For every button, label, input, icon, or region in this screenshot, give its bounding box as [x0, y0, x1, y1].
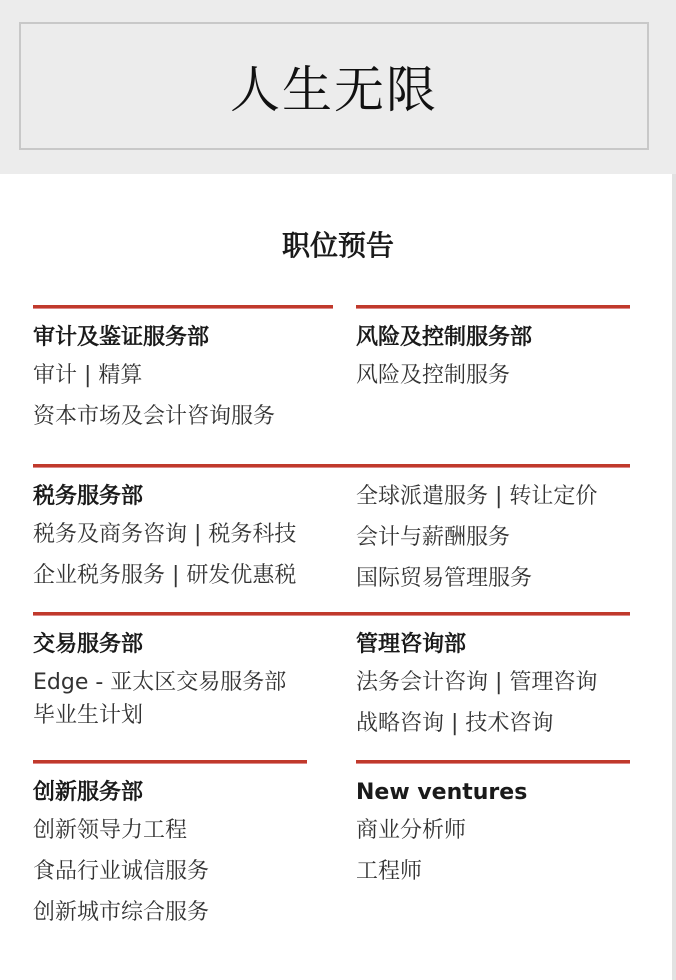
position-item[interactable]: 法务会计咨询 | 管理咨询	[356, 670, 598, 695]
position-item[interactable]: 税务及商务咨询 | 税务科技	[33, 522, 297, 547]
page-title: 职位预告	[281, 229, 394, 262]
position-item[interactable]: Edge - 亚太区交易服务部	[33, 670, 287, 695]
section-divider	[33, 305, 333, 309]
position-item[interactable]: 工程师	[356, 859, 423, 884]
department-title: 管理咨询部	[356, 632, 467, 657]
section-risk	[356, 305, 630, 402]
position-item[interactable]: 创新领导力工程	[33, 818, 188, 843]
position-item[interactable]: 会计与薪酬服务	[356, 525, 511, 550]
position-item[interactable]: 资本市场及会计咨询服务	[33, 404, 276, 429]
section-audit	[33, 305, 333, 443]
position-item[interactable]: 国际贸易管理服务	[356, 566, 533, 591]
section-innovation	[33, 760, 307, 939]
section-tax	[33, 464, 630, 482]
position-item[interactable]: 全球派遣服务 | 转让定价	[356, 484, 598, 509]
section-new-ventures	[356, 760, 630, 898]
section-tax-left	[33, 482, 333, 602]
section-tax-right	[356, 482, 630, 605]
section-divider	[356, 305, 630, 309]
section-row3	[33, 612, 630, 630]
section-divider	[356, 760, 630, 764]
position-item[interactable]: 审计 | 精算	[33, 363, 143, 388]
section-transaction	[33, 630, 333, 742]
section-divider	[33, 464, 630, 468]
department-title: 税务服务部	[33, 484, 144, 509]
section-consulting	[356, 630, 630, 750]
position-item[interactable]: 商业分析师	[356, 818, 467, 843]
section-divider	[33, 760, 307, 764]
position-item[interactable]: 毕业生计划	[33, 703, 144, 728]
department-title: 交易服务部	[33, 632, 144, 657]
section-divider	[33, 612, 630, 616]
department-title: New ventures	[356, 780, 528, 805]
banner-title: 人生无限	[230, 61, 438, 119]
department-title: 风险及控制服务部	[356, 325, 533, 350]
banner-frame	[19, 22, 649, 150]
position-item[interactable]: 风险及控制服务	[356, 363, 511, 388]
page-edge	[672, 174, 676, 980]
position-item[interactable]: 战略咨询 | 技术咨询	[356, 711, 554, 736]
position-item[interactable]: 企业税务服务 | 研发优惠税	[33, 563, 297, 588]
department-title: 创新服务部	[33, 780, 144, 805]
position-item[interactable]: 食品行业诚信服务	[33, 859, 210, 884]
position-item[interactable]: 创新城市综合服务	[33, 900, 210, 925]
header-banner	[0, 0, 676, 174]
department-title: 审计及鉴证服务部	[33, 325, 210, 350]
